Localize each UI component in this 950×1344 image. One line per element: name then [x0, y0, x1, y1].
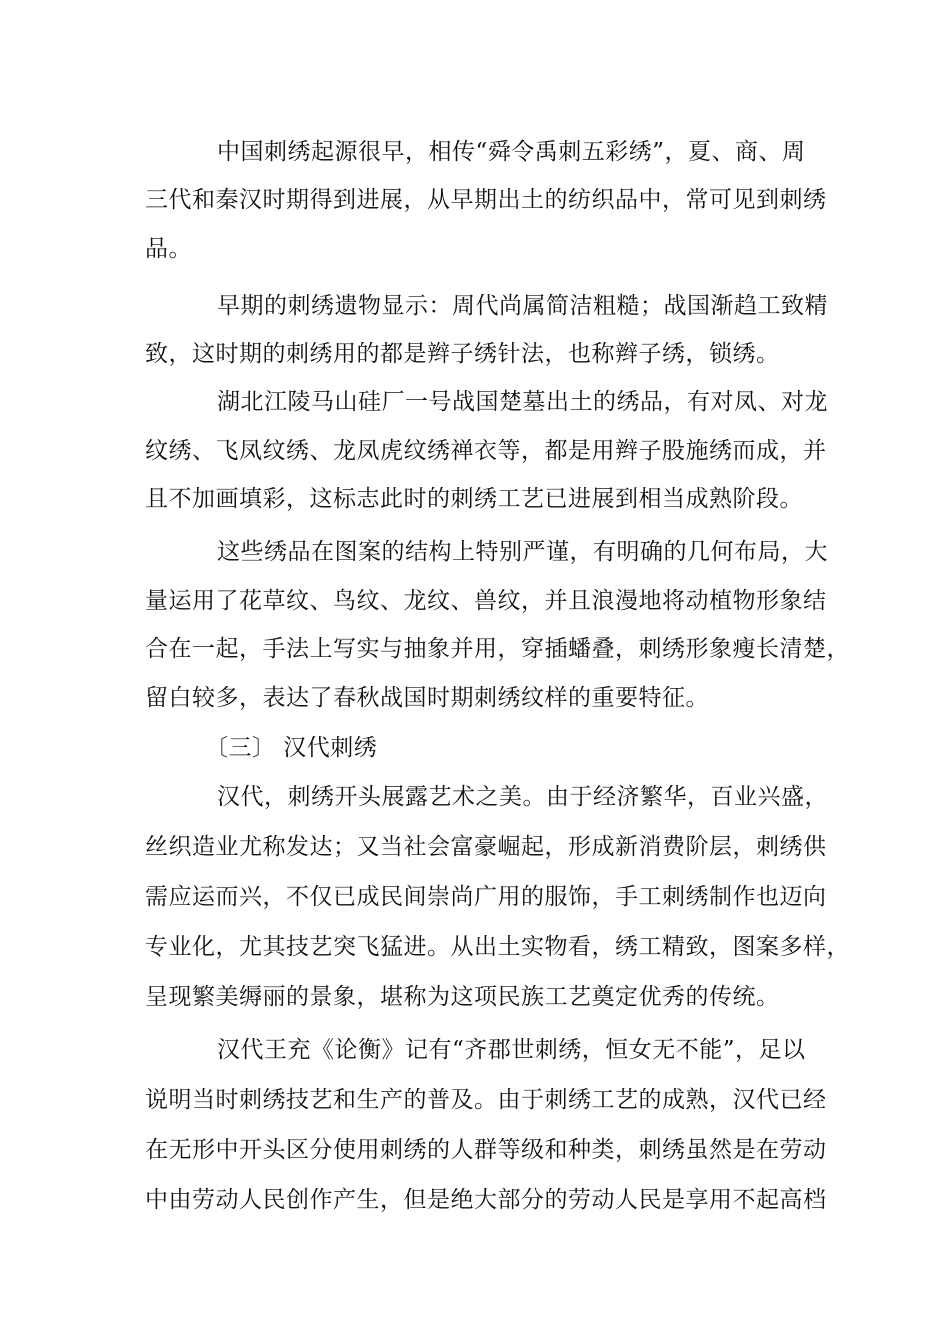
text-line: 致，这时期的刺绣用的都是辫子绣针法，也称辫子绣，锁绣。 — [145, 341, 780, 367]
text-line: 品。 — [145, 236, 192, 262]
text-line: 专业化，尤其技艺突飞猛进。从出土实物看，绣工精致，图案多样， — [145, 934, 850, 960]
text-line: 汉代王充《论衡》记有“齐郡世刺绣，恒女无不能”，足以 — [217, 1037, 806, 1063]
text-line: 量运用了花草纹、鸟纹、龙纹、兽纹，并且浪漫地将动植物形象结 — [145, 588, 827, 614]
text-line: 说明当时刺绣技艺和生产的普及。由于刺绣工艺的成熟，汉代已经 — [145, 1087, 827, 1113]
text-line: 中国刺绣起源很早，相传“舜令禹刺五彩绣”，夏、商、周 — [217, 139, 806, 165]
text-line: 丝织造业尤称发达；又当社会富豪崛起，形成新消费阶层，刺绣供 — [145, 834, 827, 860]
text-line: 纹绣、飞凤纹绣、龙凤虎纹绣禅衣等，都是用辫子股施绣而成，并 — [145, 438, 827, 464]
text-line: 呈现繁美缛丽的景象，堪称为这项民族工艺奠定优秀的传统。 — [145, 984, 780, 1010]
text-line: 这些绣品在图案的结构上特别严谨，有明确的几何布局，大 — [217, 539, 828, 565]
text-line: 合在一起，手法上写实与抽象并用，穿插蟠叠，刺绣形象瘦长清楚， — [145, 636, 850, 662]
text-line: 湖北江陵马山硅厂一号战国楚墓出土的绣品，有对凤、对龙 — [217, 389, 828, 415]
text-line: 留白较多，表达了春秋战国时期刺绣纹样的重要特征。 — [145, 685, 709, 711]
text-line: 早期的刺绣遗物显示：周代尚属简洁粗糙；战国渐趋工致精 — [217, 293, 828, 319]
text-line: 在无形中开头区分使用刺绣的人群等级和种类，刺绣虽然是在劳动 — [145, 1137, 827, 1163]
section-heading: 〔三〕 汉代刺绣 — [205, 735, 378, 761]
text-line: 需应运而兴，不仅已成民间崇尚广用的服饰，手工刺绣制作也迈向 — [145, 884, 827, 910]
text-line: 三代和秦汉时期得到进展，从早期出土的纺织品中，常可见到刺绣 — [145, 187, 827, 213]
text-line: 中由劳动人民创作产生，但是绝大部分的劳动人民是享用不起高档 — [145, 1187, 827, 1213]
text-line: 汉代，刺绣开头展露艺术之美。由于经济繁华，百业兴盛， — [217, 784, 828, 810]
text-line: 且不加画填彩，这标志此时的刺绣工艺已进展到相当成熟阶段。 — [145, 486, 803, 512]
